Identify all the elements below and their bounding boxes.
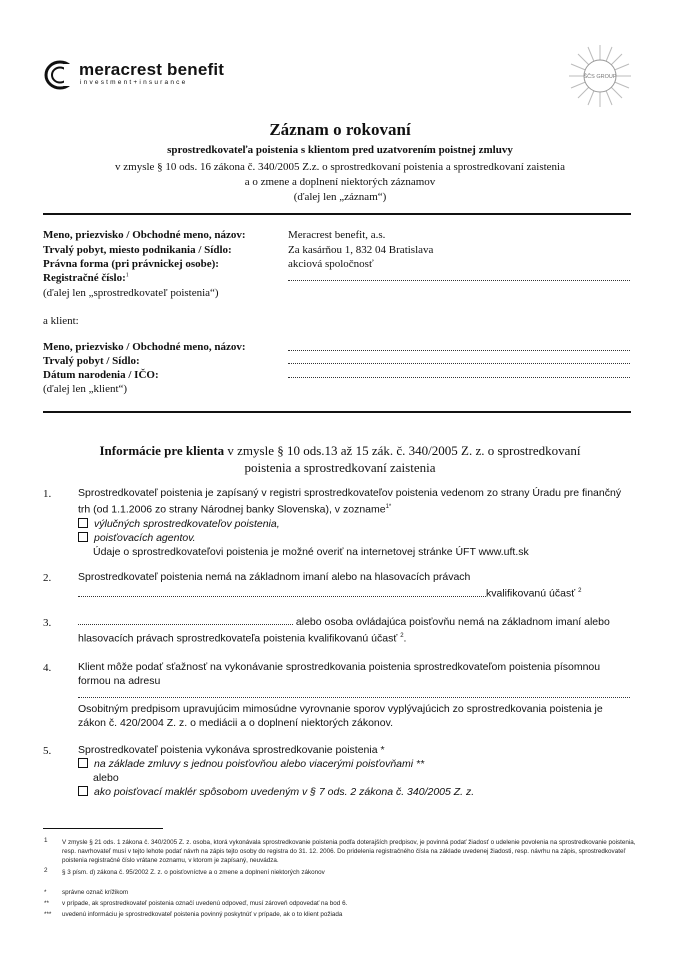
item-3: alebo osoba ovládajúca poisťovňu nemá na základnom imaní alebo hlasovacích právach sprostredkovateľa poistenia kvalifikovanú účasť $^2$.	[78, 616, 610, 645]
footnote-mark: **	[44, 900, 49, 907]
page-subtitle: sprostredkovateľa poistenia s klientom pred uzatvorením poistnej zmluvy	[167, 144, 513, 156]
client-name-field[interactable]	[288, 349, 630, 351]
client-alias: (ďalej len „klient“)	[43, 383, 128, 395]
item-number: 1.	[43, 488, 52, 500]
logo-name: meracrest benefit	[79, 60, 225, 79]
footnote-mark: 1	[44, 837, 48, 844]
logo-emblem-icon	[44, 60, 76, 90]
broker-reg-field[interactable]	[288, 279, 630, 281]
broker-name-label: Meno, priezvisko / Obchodné meno, názov:	[43, 229, 246, 241]
checkbox-broker[interactable]	[78, 786, 88, 796]
item-1: Sprostredkovateľ poistenia je zapísaný v registri sprostredkovateľov poistenia vedenom zo strany Úradu pre finančný trh (od 1.1.2006 zo strany Národnej banky Slovenska), v zozname$^{1*}$ výlučných sprostredkovateľov poistenia, poisťovacích agentov. Údaje o sprostredkovateľovi poistenia je možné overiť na internetovej stránke ÚFT www.uft.sk	[78, 486, 633, 559]
logo-tagline: investment+insurance	[80, 79, 188, 86]
broker-legal-label: Právna forma (pri právnickej osobe):	[43, 258, 219, 270]
page-title: Záznam o rokovaní	[269, 120, 411, 139]
broker-alias: (ďalej len „sprostredkovateľ poistenia“)	[43, 287, 219, 299]
checkbox-agents[interactable]	[78, 532, 88, 542]
broker-reg-label: Registračné číslo:$^1$	[43, 272, 129, 284]
section-title: Informácie pre klienta v zmysle § 10 ods.13 až 15 zák. č. 340/2005 Z. z. o sprostredkovaní poistenia a sprostredkovaní zaistenia	[99, 443, 581, 475]
broker-address-label: Trvalý pobyt, miesto podnikania / Sídlo:	[43, 244, 232, 256]
broker-address-value: Za kasárňou 1, 832 04 Bratislava	[288, 244, 434, 256]
footnote-2: § 3 písm. d) zákona č. 95/2002 Z. z. o poisťovníctve a o zmene a doplnení niektorých zákonov	[62, 869, 325, 876]
footnote-mark: 2	[44, 867, 48, 874]
seal-icon	[567, 43, 633, 109]
item-number: 3.	[43, 617, 52, 629]
option-exclusive[interactable]	[0, 518, 78, 530]
footnote-5: uvedenú informáciu je sprostredkovateľ poistenia povinný poskytnúť v prípade, ak o to klient požiada	[62, 911, 343, 918]
client-address-label: Trvalý pobyt / Sídlo:	[43, 355, 140, 367]
footnote-mark: *	[44, 889, 47, 896]
divider	[43, 213, 631, 215]
footnote-3: správne označ krížikom	[62, 889, 129, 896]
footnote-mark: ***	[44, 911, 52, 918]
footnote-divider	[43, 828, 163, 829]
client-address-field[interactable]	[288, 362, 630, 364]
client-intro: a klient:	[43, 315, 79, 327]
intro-line-2: a o zmene a doplnení niektorých záznamov	[244, 176, 436, 188]
divider	[43, 411, 631, 413]
footnote-ref: 1	[125, 272, 129, 279]
item-2: Sprostredkovateľ poistenia nemá na základnom imaní alebo na hlasovacích právach kvalifikovanú účasť $^2$	[78, 571, 582, 600]
item-number: 2.	[43, 572, 52, 584]
client-birth-field[interactable]	[288, 376, 630, 378]
checkbox-exclusive[interactable]	[78, 518, 88, 528]
footnote-1: V zmysle § 21 ods. 1 zákona č. 340/2005 Z. z. osoba, ktorá vykonávala sprostredkovanie poistenia podľa doterajších predpisov, je povinná podať žiadosť o udelenie povolenia na sprostredkovanie poistenia, resp. navrhovateľ musí v tejto lehote podať návrh na zápis tejto osoby do registra do 31. 12. 2006. Do pridelenia registračného čísla na základe uvedenej žiadosti, resp. návrhu na zápis, sprostredkovateľ poistenia registračné číslo vrátane zoznamu, v ktorom je zapísaný, neuvádza.	[62, 839, 636, 864]
client-name-label: Meno, priezvisko / Obchodné meno, názov:	[43, 341, 246, 353]
footnote-4: v prípade, ak sprostredkovateľ poistenia označí uvedenú odpoveď, musí zároveň odpovedať na bod 6.	[62, 900, 348, 907]
item-3-field[interactable]	[78, 615, 293, 625]
item-4: Klient môže podať sťažnosť na vykonávanie sprostredkovania poistenia sprostredkovateľom poistenia písomnou formou na adresu Osobitným predpisom upravujúcim mimosúdne vyrovnanie sporov vyplývajúcich zo sprostredkovania poistenia je zákon č. 420/2004 Z. z. o mediácii a o doplnení niektorých zákonov.	[78, 660, 633, 730]
group-seal	[567, 43, 633, 109]
item-4-field[interactable]	[78, 688, 630, 698]
item-2-field[interactable]	[78, 587, 486, 597]
seal-text: ŠČS GROUP	[583, 74, 617, 80]
item-5: Sprostredkovateľ poistenia vykonáva sprostredkovanie poistenia * na základe zmluvy s jednou poisťovňou alebo viacerými poisťovňami ** alebo ako poisťovací maklér spôsobom uvedeným v § 7 ods. 2 zákona č. 340/2005 Z. z.	[78, 744, 475, 798]
client-birth-label: Dátum narodenia / IČO:	[43, 369, 159, 381]
checkbox-contract[interactable]	[78, 758, 88, 768]
intro-line-1: v zmysle § 10 ods. 16 zákona č. 340/2005 Z.z. o sprostredkovaní poistenia a sprostredkovaní zaistenia	[115, 161, 565, 173]
broker-legal-value: akciová spoločnosť	[288, 258, 374, 270]
item-number: 5.	[43, 745, 52, 757]
intro-line-3: (ďalej len „záznam“)	[293, 191, 387, 203]
broker-name-value: Meracrest benefit, a.s.	[288, 229, 386, 241]
item-number: 4.	[43, 662, 52, 674]
